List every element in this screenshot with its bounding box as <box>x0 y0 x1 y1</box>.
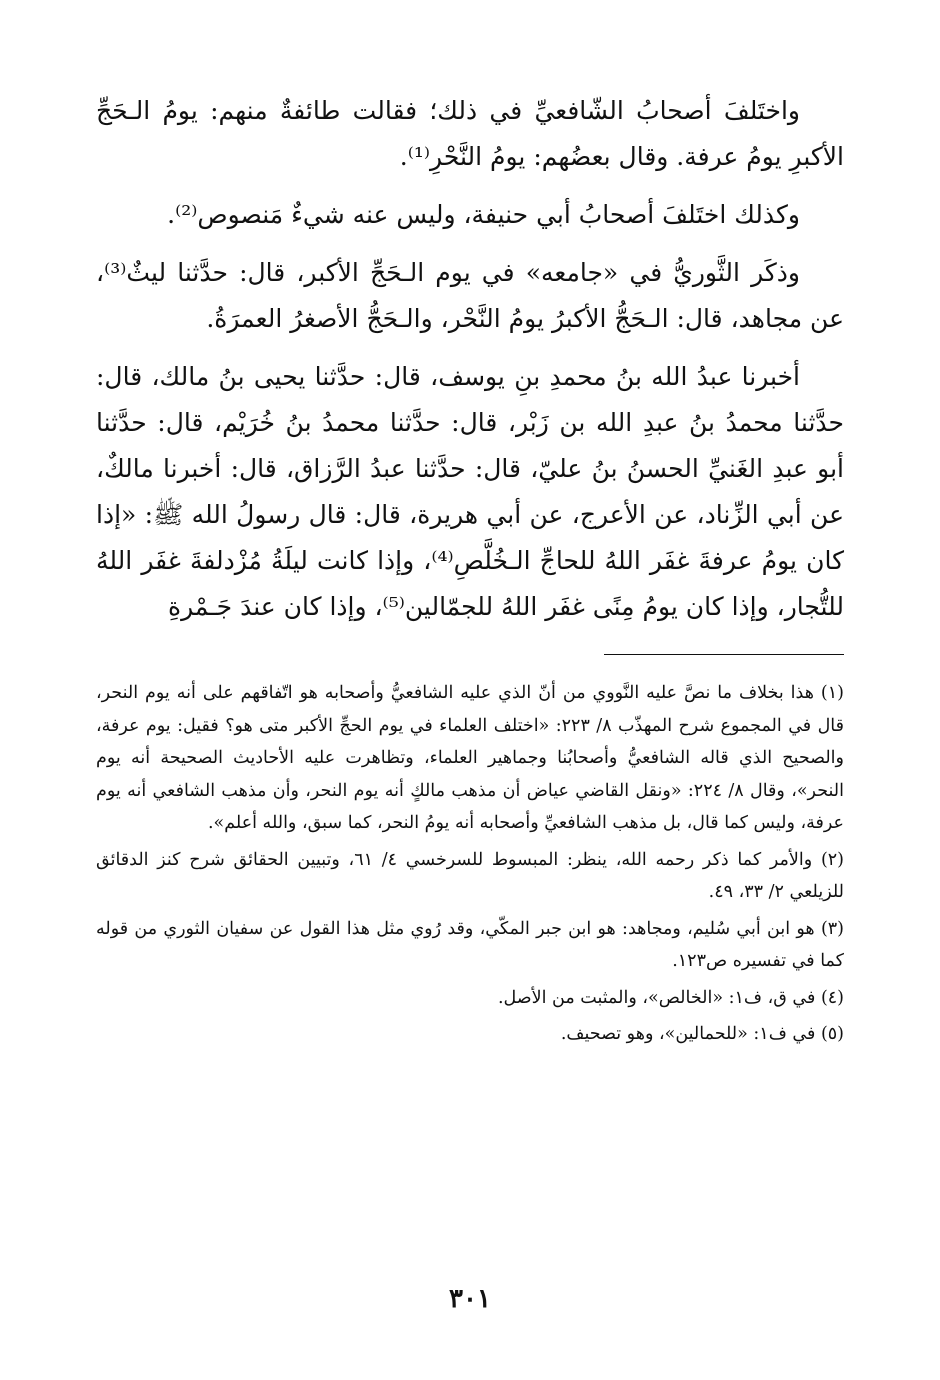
main-text <box>96 88 844 630</box>
footnote-number: (٥) <box>820 1024 844 1044</box>
footnotes <box>96 677 844 1051</box>
footnote-4 <box>96 982 844 1015</box>
paragraph-2: وكذلك اختَلفَ أصحابُ أبي حنيفة، وليس عنه شيءٌ مَنصوص⁽²⁾. <box>167 200 800 229</box>
footnote-number: (٤) <box>820 987 844 1008</box>
footnote-number: (١) <box>820 683 844 703</box>
footnote-5 <box>96 1018 844 1051</box>
page-number: ٣٠١ <box>449 1284 491 1314</box>
footnote-1 <box>96 677 844 840</box>
footnote-text: والأمر كما ذكر رحمه الله، ينظر: المبسوط للسرخسي ٤/ ٦١، وتبيين الحقائق شرح كنز الدقائق للزيلعي ٢/ ٣٣، ٤٩. <box>96 849 844 902</box>
paragraph-3: وذكَر الثَّوريُّ في «جامعه» في يوم الـحَجِّ الأكبر، قال: حدَّثنا ليثٌ⁽³⁾، عن مجاهد، قال: الـحَجُّ الأكبرُ يومُ النَّحْر، والـحَجُّ الأصغرُ العمرَةُ. <box>96 258 844 333</box>
footnote-text: في ف١: «للحمالين»، وهو تصحيف. <box>560 1024 816 1044</box>
footnote-text: في ق، ف١: «الخالص»، والمثبت من الأصل. <box>497 987 816 1008</box>
footnote-number: (٣) <box>820 918 844 939</box>
footnote-2 <box>96 844 844 909</box>
footnote-text: هو ابن أبي سُليم، ومجاهد: هو ابن جبر المكّي، وقد رُوي مثل هذا القول عن سفيان الثوري من قوله كما في تفسيره ص١٢٣. <box>96 918 844 971</box>
book-page <box>96 88 844 1348</box>
footnote-number: (٢) <box>820 849 844 870</box>
footnote-text: هذا بخلاف ما نصَّ عليه النَّووي من أنّ الذي عليه الشافعيُّ وأصحابه هو اتّفاقهم على أنه يوم النحر، قال في المجموع شرح المهذّب ٨/ ٢٢٣: «اختلف العلماء في يوم الحجِّ الأكبر متى هو؟ فقيل: يوم عرفة، والصحيح الذي قاله الشافعيُّ وأصحابُنا وجماهير العلماء، وتظاهرت عليه الأحاديث الصحيحة أنه يوم النحر»، وقال ٨/ ٢٢٤: «ونقل القاضي عياض أن مذهب مالكٍ أنه يوم النحر، وأن مذهب الشافعي أنه يوم عرفة، وليس كما قال، بل مذهب الشافعيِّ وأصحابه أنه يومُ النحر، كما سبق، والله أعلم». <box>96 683 844 833</box>
paragraph-4: أخبرنا عبدُ الله بنُ محمدِ بنِ يوسف، قال: حدَّثنا يحيى بنُ مالك، قال: حدَّثنا محمدُ بنُ عبدِ الله بن زَبْر، قال: حدَّثنا محمدُ بنُ خُرَيْم، قال: حدَّثنا أبو عبدِ الغَنيِّ الحسنُ بنُ عليّ، قال: حدَّثنا عبدُ الرَّزاق، قال: أخبرنا مالكٌ، عن أبي الزِّناد، عن الأعرج، عن أبي هريرة، قال: قال رسولُ الله ﷺ: «إذا كان يومُ عرفةَ غفَر اللهُ للحاجِّ الـخُلَّصِ⁽⁴⁾، وإذا كانت ليلَةُ مُزْدلفةَ غفَر اللهُ للتُّجار، وإذا كان يومُ مِنًى غفَر اللهُ للجمّالين⁽⁵⁾، وإذا كان عندَ جَـمْرةِ <box>96 362 844 621</box>
footnote-separator <box>604 654 844 655</box>
paragraph-1: واختَلفَ أصحابُ الشّافعيِّ في ذلك؛ فقالت طائفةٌ منهم: يومُ الـحَجِّ الأكبرِ يومُ عرفة. وقال بعضُهم: يومُ النَّحْرِ⁽¹⁾. <box>96 96 844 171</box>
footnote-3 <box>96 913 844 978</box>
